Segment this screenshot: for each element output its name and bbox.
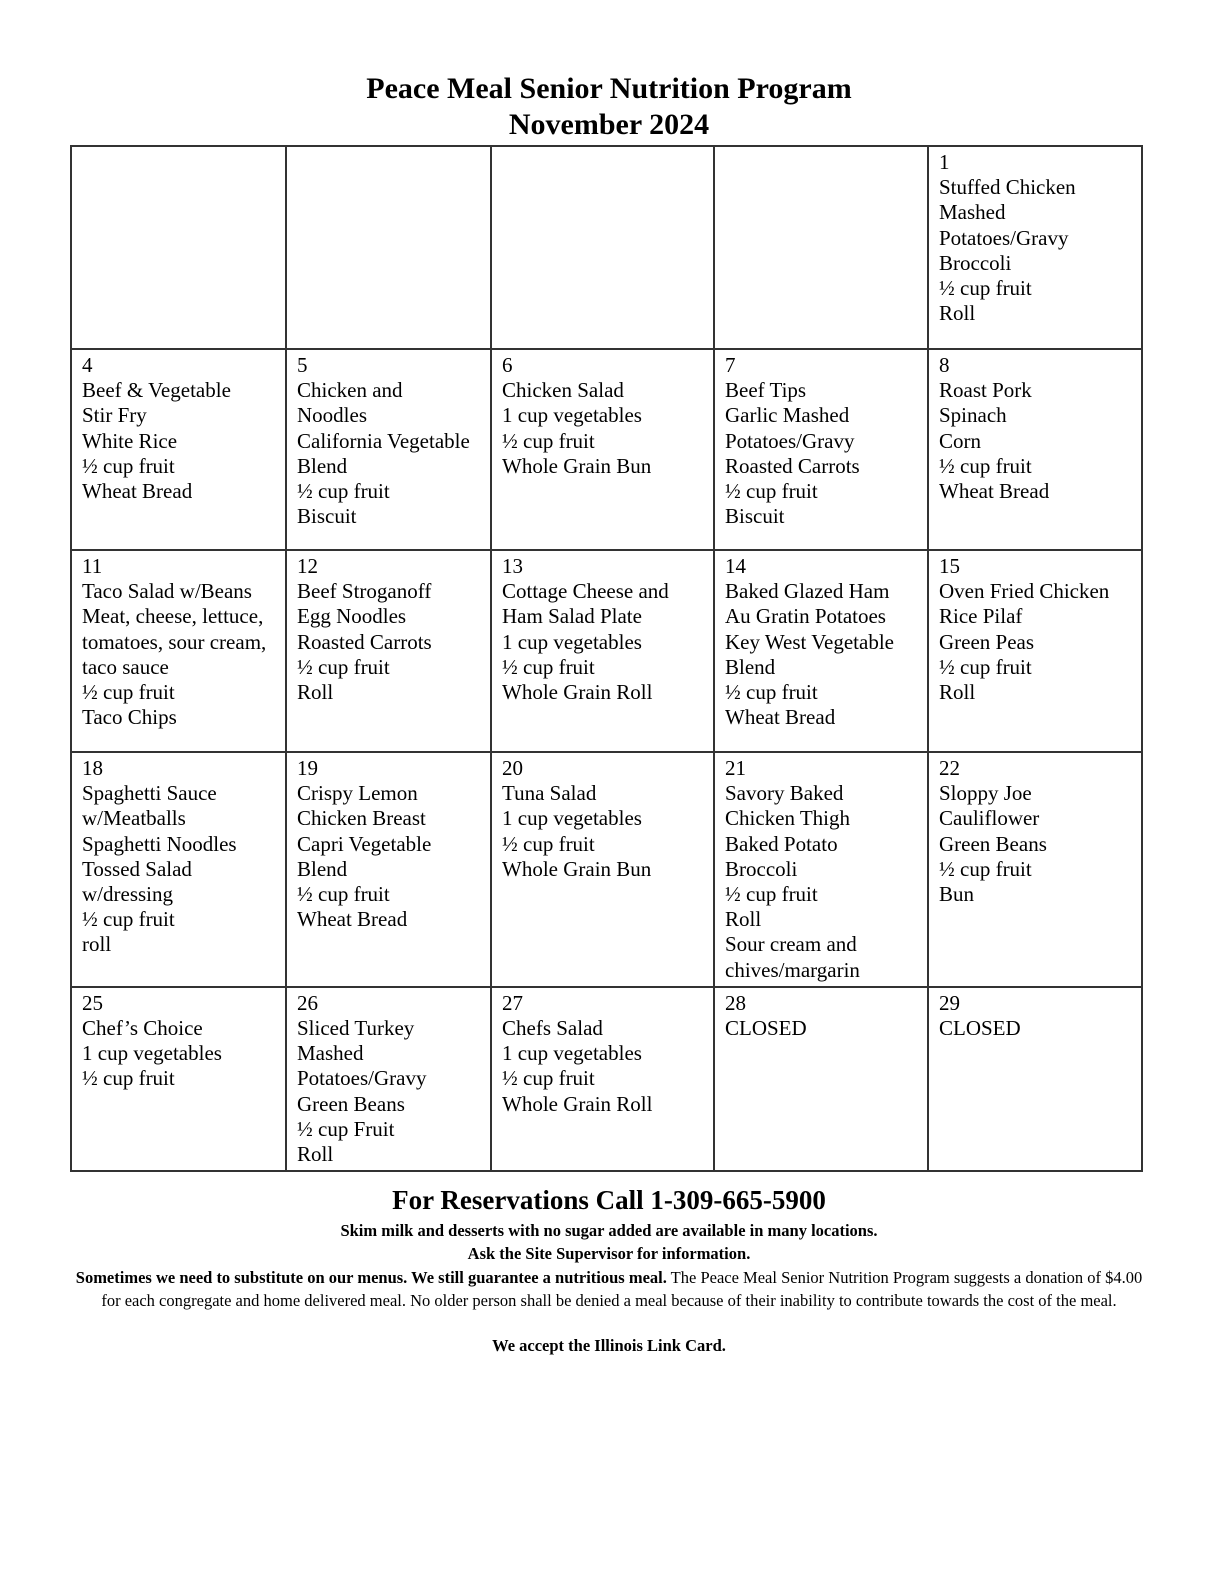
menu-item: ½ cup fruit (82, 907, 175, 932)
menu-item: Corn (939, 428, 981, 453)
day-cell-6 (491, 349, 714, 550)
menu-item: Green Beans (297, 1091, 405, 1116)
menu-item: Chicken and (297, 378, 403, 403)
menu-item: Roasted Carrots (725, 453, 860, 478)
menu-item: Whole Grain Roll (502, 1091, 653, 1116)
day-cell-22 (928, 752, 1142, 987)
menu-item: ½ cup fruit (725, 479, 818, 504)
menu-item: ½ cup fruit (297, 654, 390, 679)
menu-item: 1 cup vegetables (82, 1041, 222, 1066)
menu-item: Broccoli (939, 250, 1012, 275)
menu-item: 1 cup vegetables (502, 629, 642, 654)
menu-item: ½ cup fruit (82, 453, 175, 478)
menu-item: Beef Tips (725, 378, 807, 403)
day-number: 19 (297, 756, 318, 780)
menu-item: Oven Fried Chicken (939, 579, 1110, 604)
menu-item: Stuffed Chicken (939, 175, 1076, 200)
menu-item: Potatoes/Gravy (939, 225, 1069, 250)
month-subtitle: November 2024 (508, 108, 710, 141)
day-number: 12 (297, 554, 318, 578)
day-number: 15 (939, 554, 960, 578)
day-number: 25 (82, 990, 103, 1015)
menu-item: ½ cup fruit (297, 479, 390, 504)
day-number: 28 (725, 990, 746, 1015)
menu-item: Meat, cheese, lettuce, (82, 604, 264, 629)
day-cell-18 (71, 752, 286, 987)
page-title: Peace Meal Senior Nutrition Program (366, 72, 852, 105)
day-number: 21 (725, 756, 746, 780)
menu-item: Blend (725, 654, 776, 679)
menu-item: Roll (725, 907, 762, 932)
menu-item: Green Peas (939, 629, 1035, 654)
day-cell-27 (491, 987, 714, 1171)
menu-item: Taco Chips (82, 705, 177, 730)
day-cell-29 (928, 987, 1142, 1171)
substitution-note: Sometimes we need to substitute on our menus. We still guarantee a nutritious meal. (75, 1268, 667, 1287)
day-number: 22 (939, 756, 960, 780)
day-cell-20 (491, 752, 714, 987)
menu-item: Savory Baked (725, 781, 844, 806)
menu-item: Spaghetti Noodles (82, 831, 237, 856)
menu-item: Ham Salad Plate (502, 604, 642, 629)
day-cell-25 (71, 987, 286, 1171)
menu-item: Mashed (297, 1041, 364, 1066)
menu-item: chives/margarin (725, 957, 860, 982)
menu-item: Cottage Cheese and (502, 579, 669, 604)
menu-item: Crispy Lemon (297, 781, 418, 806)
day-number: 29 (939, 990, 960, 1015)
menu-item: Mashed (939, 200, 1006, 225)
day-cell-12 (286, 550, 491, 752)
menu-item: Capri Vegetable (297, 831, 432, 856)
menu-item: Potatoes/Gravy (297, 1066, 427, 1091)
menu-item: Au Gratin Potatoes (725, 604, 886, 629)
menu-item: Stir Fry (82, 403, 147, 428)
menu-item: Green Beans (939, 831, 1047, 856)
menu-item: Noodles (297, 403, 367, 428)
menu-item: Sloppy Joe (939, 781, 1032, 806)
day-number: 27 (502, 990, 523, 1015)
donation-note (70, 1267, 1148, 1312)
menu-item: Roll (297, 680, 334, 705)
day-number: 7 (725, 353, 736, 377)
menu-item: ½ cup fruit (939, 856, 1032, 881)
menu-item: Tuna Salad (502, 781, 597, 806)
empty-day-cell (286, 146, 491, 349)
supervisor-note: Ask the Site Supervisor for information. (467, 1244, 751, 1263)
menu-item: taco sauce (82, 654, 169, 679)
menu-item: Spaghetti Sauce (82, 781, 217, 806)
day-number: 8 (939, 353, 950, 377)
menu-item: Roll (939, 680, 976, 705)
menu-item: Chicken Thigh (725, 806, 851, 831)
empty-day-cell (491, 146, 714, 349)
day-number: 20 (502, 756, 523, 780)
day-cell-14 (714, 550, 928, 752)
menu-item: Wheat Bread (82, 479, 193, 504)
milk-dessert-note: Skim milk and desserts with no sugar added are available in many locations. (340, 1221, 878, 1240)
menu-item: Key West Vegetable (725, 629, 894, 654)
menu-item: Taco Salad w/Beans (82, 579, 252, 604)
day-number: 18 (82, 756, 103, 780)
menu-item: Biscuit (297, 504, 357, 529)
empty-day-cell (714, 146, 928, 349)
menu-item: ½ cup fruit (939, 453, 1032, 478)
menu-item: ½ cup fruit (939, 276, 1032, 301)
reservations-line: For Reservations Call 1-309-665-5900 (392, 1185, 826, 1215)
menu-item: ½ cup fruit (502, 831, 595, 856)
menu-item: w/Meatballs (82, 806, 186, 831)
menu-item: Wheat Bread (939, 479, 1050, 504)
menu-item: ½ cup fruit (502, 1066, 595, 1091)
menu-item: Egg Noodles (297, 604, 407, 629)
day-cell-15 (928, 550, 1142, 752)
menu-item: Roasted Carrots (297, 629, 432, 654)
menu-item: Tossed Salad (82, 856, 192, 881)
menu-item: ½ cup fruit (939, 654, 1032, 679)
menu-item: Spinach (939, 403, 1007, 428)
menu-item: roll (82, 932, 112, 957)
menu-item: ½ cup fruit (82, 1066, 175, 1091)
menu-item: Roast Pork (939, 378, 1032, 403)
menu-item: Chicken Breast (297, 806, 426, 831)
menu-item: Garlic Mashed (725, 403, 850, 428)
menu-item: Sour cream and (725, 932, 857, 957)
menu-item: Baked Glazed Ham (725, 579, 890, 604)
day-cell-1 (928, 146, 1142, 349)
menu-item: ½ cup Fruit (297, 1116, 395, 1141)
menu-item: Chefs Salad (502, 1016, 603, 1041)
menu-item: Chicken Salad (502, 378, 624, 403)
menu-item: Broccoli (725, 856, 798, 881)
menu-item: ½ cup fruit (502, 428, 595, 453)
menu-item: Beef & Vegetable (82, 378, 231, 403)
menu-item: ½ cup fruit (297, 882, 390, 907)
day-number: 4 (82, 353, 93, 377)
menu-item: CLOSED (725, 1016, 807, 1041)
menu-item: 1 cup vegetables (502, 1041, 642, 1066)
week-row (71, 550, 1142, 752)
menu-item: w/dressing (82, 882, 173, 907)
week-row (71, 146, 1142, 349)
menu-item: Chef’s Choice (82, 1016, 203, 1041)
day-number: 11 (82, 554, 103, 578)
day-number: 1 (939, 150, 950, 174)
menu-item: California Vegetable (297, 428, 470, 453)
menu-item: Potatoes/Gravy (725, 428, 855, 453)
menu-item: 1 cup vegetables (502, 806, 642, 831)
menu-item: White Rice (82, 428, 178, 453)
menu-item: ½ cup fruit (82, 680, 175, 705)
menu-item: CLOSED (939, 1016, 1021, 1041)
day-cell-4 (71, 349, 286, 550)
menu-item: Roll (297, 1142, 334, 1167)
menu-item: Cauliflower (939, 806, 1040, 831)
menu-item: Whole Grain Bun (502, 453, 652, 478)
menu-item: Whole Grain Roll (502, 680, 653, 705)
day-cell-7 (714, 349, 928, 550)
day-cell-19 (286, 752, 491, 987)
menu-item: Whole Grain Bun (502, 856, 652, 881)
day-cell-21 (714, 752, 928, 987)
menu-item: Baked Potato (725, 831, 838, 856)
day-number: 5 (297, 353, 308, 377)
day-cell-28 (714, 987, 928, 1171)
menu-item: ½ cup fruit (502, 654, 595, 679)
menu-item: Wheat Bread (297, 907, 408, 932)
menu-item: Blend (297, 856, 348, 881)
day-number: 13 (502, 554, 523, 578)
day-number: 14 (725, 554, 746, 578)
menu-item: tomatoes, sour cream, (82, 629, 267, 654)
donation-text: The Peace Meal Senior Nutrition Program suggests a donation of $4.00 for each congregate and home delivered meal. No older person shall be denied a meal because of their inability to contribute towards the cost of the meal. (101, 1268, 1143, 1310)
menu-item: ½ cup fruit (725, 882, 818, 907)
menu-item: ½ cup fruit (725, 680, 818, 705)
menu-item: Biscuit (725, 504, 785, 529)
menu-item: Roll (939, 301, 976, 326)
empty-day-cell (71, 146, 286, 349)
day-cell-8 (928, 349, 1142, 550)
day-number: 26 (297, 990, 318, 1015)
menu-item: Wheat Bread (725, 705, 836, 730)
day-cell-11 (71, 550, 286, 752)
week-row (71, 987, 1142, 1171)
day-cell-5 (286, 349, 491, 550)
menu-item: Blend (297, 453, 348, 478)
menu-calendar (70, 145, 1143, 1172)
day-cell-13 (491, 550, 714, 752)
day-cell-26 (286, 987, 491, 1171)
menu-item: Beef Stroganoff (297, 579, 432, 604)
menu-item: Rice Pilaf (939, 604, 1023, 629)
day-number: 6 (502, 353, 513, 377)
menu-item: 1 cup vegetables (502, 403, 642, 428)
week-row (71, 349, 1142, 550)
link-card-note: We accept the Illinois Link Card. (492, 1336, 726, 1355)
menu-item: Sliced Turkey (297, 1016, 415, 1041)
menu-item: Bun (939, 882, 975, 907)
week-row (71, 752, 1142, 987)
